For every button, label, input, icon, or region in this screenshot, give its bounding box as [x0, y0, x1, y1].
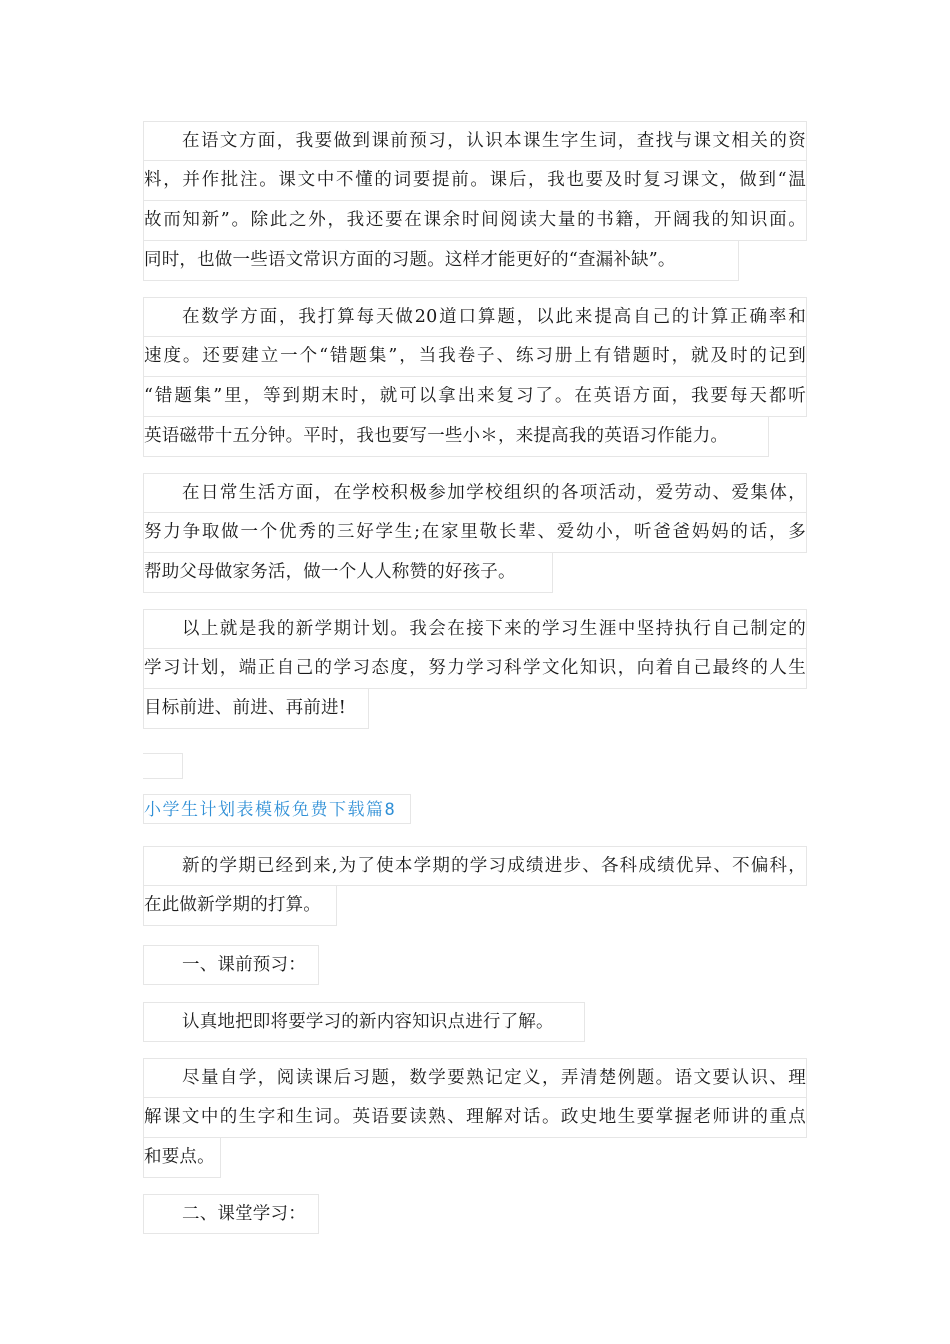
paragraph-line: 帮助父母做家务活，做一个人人称赞的好孩子。 [143, 553, 553, 593]
paragraph-line: 料，并作批注。课文中不懂的词要提前。课后，我也要及时复习课文，做到“温 [143, 161, 807, 201]
paragraph-line: 一、课前预习： [143, 945, 319, 985]
paragraph-preview-detail [143, 1002, 807, 1042]
paragraph-line: 速度。还要建立一个“错题集”，当我卷子、练习册上有错题时，就及时的记到 [143, 337, 807, 377]
paragraph-line: 同时，也做一些语文常识方面的习题。这样才能更好的“查漏补缺”。 [143, 241, 739, 281]
paragraph-math-english-study [143, 297, 807, 457]
paragraph-daily-life [143, 473, 807, 593]
paragraph-line: 在此做新学期的打算。 [143, 886, 337, 926]
paragraph-line: 学习计划，端正自己的学习态度，努力学习科学文化知识，向着自己最终的人生 [143, 649, 807, 689]
paragraph-line: 解课文中的生字和生词。英语要读熟、理解对话。政史地生要掌握老师讲的重点 [143, 1098, 807, 1138]
paragraph-new-semester [143, 846, 807, 926]
subheading-preview [143, 945, 807, 985]
paragraph-conclusion [143, 609, 807, 729]
paragraph-line: 以上就是我的新学期计划。我会在接下来的学习生涯中坚持执行自己制定的 [143, 609, 807, 649]
paragraph-line: 和要点。 [143, 1138, 221, 1178]
section-heading: 小学生计划表模板免费下载篇8 [143, 794, 411, 824]
empty-spacer-box [143, 753, 183, 779]
paragraph-line: 英语磁带十五分钟。平时，我也要写一些小＊，来提高我的英语习作能力。 [143, 417, 769, 457]
paragraph-line: 在语文方面，我要做到课前预习，认识本课生字生词，查找与课文相关的资 [143, 121, 807, 161]
paragraph-line: 努力争取做一个优秀的三好学生;在家里敬长辈、爱幼小，听爸爸妈妈的话，多 [143, 513, 807, 553]
paragraph-chinese-study [143, 121, 807, 281]
subheading-classroom [143, 1194, 807, 1234]
paragraph-line: 目标前进、前进、再前进! [143, 689, 369, 729]
paragraph-line: 故而知新”。除此之外，我还要在课余时间阅读大量的书籍，开阔我的知识面。 [143, 201, 807, 241]
paragraph-line: 尽量自学，阅读课后习题，数学要熟记定义，弄清楚例题。语文要认识、理 [143, 1058, 807, 1098]
paragraph-line: 新的学期已经到来,为了使本学期的学习成绩进步、各科成绩优异、不偏科， [143, 846, 807, 886]
paragraph-line: 在日常生活方面，在学校积极参加学校组织的各项活动，爱劳动、爱集体， [143, 473, 807, 513]
paragraph-self-study [143, 1058, 807, 1178]
paragraph-line: “错题集”里，等到期末时，就可以拿出来复习了。在英语方面，我要每天都听 [143, 377, 807, 417]
paragraph-line: 二、课堂学习： [143, 1194, 319, 1234]
paragraph-line: 在数学方面，我打算每天做20道口算题，以此来提高自己的计算正确率和 [143, 297, 807, 337]
paragraph-line: 认真地把即将要学习的新内容知识点进行了解。 [143, 1002, 585, 1042]
